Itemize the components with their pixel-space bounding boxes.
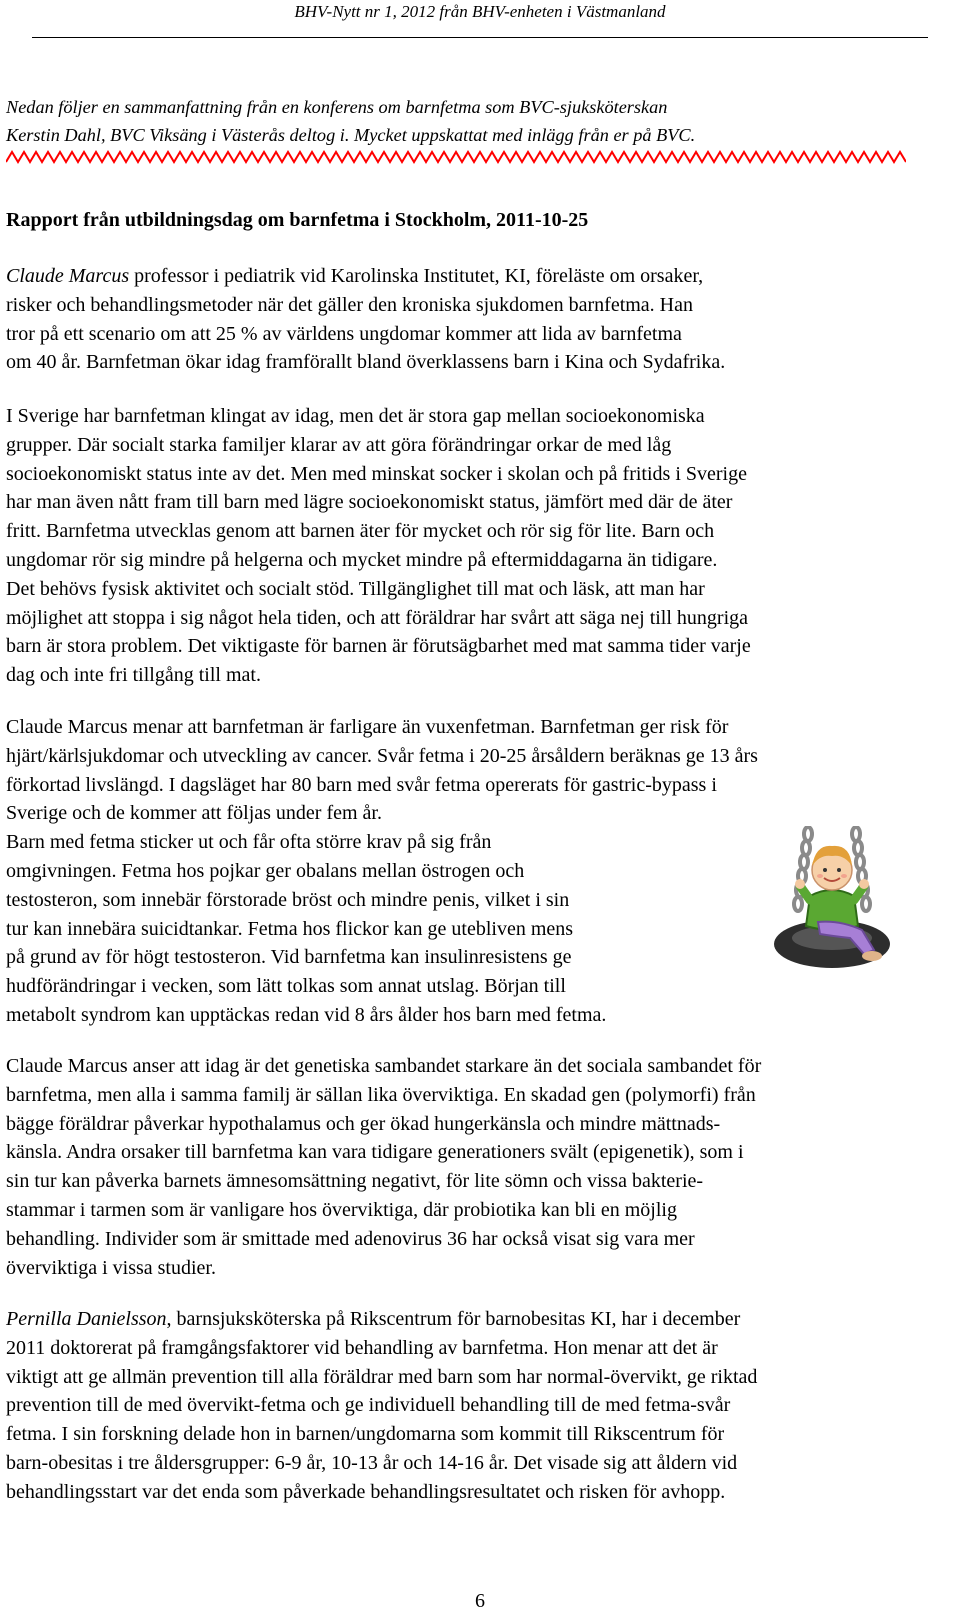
paragraph-line: I Sverige har barnfetman klingat av idag, men det är stora gap mellan socioekonomiska xyxy=(6,405,705,427)
paragraph-line: behandlingsstart var det enda som påverkade behandlingsresultatet och risken för avhopp. xyxy=(6,1480,726,1503)
paragraph-line: metabolt syndrom kan upptäckas redan vid 8 års ålder hos barn med fetma. xyxy=(6,1003,607,1026)
child-on-tire-swing-illustration xyxy=(770,826,900,974)
running-header: BHV-Nytt nr 1, 2012 från BHV-enheten i Västmanland xyxy=(294,2,666,21)
paragraph-line: omgivningen. Fetma hos pojkar ger obalans mellan östrogen och xyxy=(6,859,525,882)
paragraph-line: har man även nått fram till barn med lägre socioekonomiskt status, jämfört med där de äter xyxy=(6,491,733,514)
paragraph-line: viktigt att ge allmän prevention till alla föräldrar med barn som har normal-övervikt, ge riktad xyxy=(6,1365,758,1388)
paragraph-line: känsla. Andra orsaker till barnfetma kan vara tidigare generationers svält (epigenetik), som i xyxy=(6,1141,744,1164)
paragraph-line: förkortad livslängd. I dagsläget har 80 barn med svår fetma opererats för gastric-bypass i xyxy=(6,773,717,796)
paragraph-line: barn-obesitas i tre åldersgrupper: 6-9 år, 10-13 år och 14-16 år. Det visade sig att åldern vid xyxy=(6,1451,738,1474)
intro-line: Kerstin Dahl, BVC Viksäng i Västerås deltog i. Mycket uppskattat med inlägg från er på BVC. xyxy=(6,125,696,145)
paragraph-line: hjärt/kärlsjukdomar och utveckling av cancer. Svår fetma i 20-25 årsåldern beräknas ge 13 års xyxy=(6,744,758,767)
paragraph-line: Det behövs fysisk aktivitet och socialt stöd. Tillgänglighet till mat och läsk, att man har xyxy=(6,577,705,600)
paragraph-line: Barn med fetma sticker ut och får ofta större krav på sig från xyxy=(6,831,492,854)
paragraph-line: testosteron, som innebär förstorade bröst och mindre penis, vilket i sin xyxy=(6,888,570,911)
paragraph-line: Claude Marcus menar att barnfetman är farligare än vuxenfetman. Barnfetman ger risk för xyxy=(6,716,729,738)
paragraph-line: barnfetma, men alla i samma familj är sällan lika överviktiga. En skadad gen (polymorfi) från xyxy=(6,1083,756,1106)
paragraph-line: barn är stora problem. Det viktigaste för barnen är förutsägbarhet med mat samma tider varje xyxy=(6,635,751,658)
paragraph-pernilla-danielsson xyxy=(6,1305,936,1507)
paragraph-line: ungdomar rör sig mindre på helgerna och mycket mindre på eftermiddagarna än tidigare. xyxy=(6,548,718,571)
paragraph-line: Claude Marcus anser att idag är det genetiska sambandet starkare än det sociala sambandet för xyxy=(6,1055,762,1077)
paragraph-line: fritt. Barnfetma utvecklas genom att barnen äter för mycket och rör sig för lite. Barn och xyxy=(6,520,715,543)
paragraph-line xyxy=(6,1305,936,1334)
paragraph-line: dag och inte fri tillgång till mat. xyxy=(6,664,261,687)
intro-text xyxy=(6,93,936,149)
paragraph-line: bägge föräldrar påverkar hypothalamus och ger ökad hungerkänsla och mindre mättnads- xyxy=(6,1112,721,1135)
paragraph-line: tur kan innebära suicidtankar. Fetma hos flickor kan ge utebliven mens xyxy=(6,917,574,940)
page-number: 6 xyxy=(475,1590,485,1612)
header-rule xyxy=(32,37,928,38)
paragraph-line: överviktiga i vissa studier. xyxy=(6,1256,216,1279)
paragraph-line xyxy=(6,262,936,291)
paragraph-line: 2011 doktorerat på framgångsfaktorer vid behandling av barnfetma. Hon menar att det är xyxy=(6,1336,718,1359)
speaker-name: Pernilla Danielsson xyxy=(6,1308,167,1330)
paragraph-line: prevention till de med övervikt-fetma och ge individuell behandling till de med fetma-svår xyxy=(6,1394,731,1417)
paragraph-genetics xyxy=(6,1052,936,1282)
paragraph-line: om 40 år. Barnfetman ökar idag framförallt bland överklassens barn i Kina och Sydafrika. xyxy=(6,351,726,374)
paragraph-sweden xyxy=(6,402,936,690)
report-title: Rapport från utbildningsdag om barnfetma i Stockholm, 2011-10-25 xyxy=(6,209,589,231)
paragraph-line-text: , barnsjuksköterska på Rikscentrum för barnobesitas KI, har i december xyxy=(166,1308,741,1330)
paragraph-claude-marcus-intro xyxy=(6,262,936,377)
paragraph-line: Sverige och de kommer att följas under fem år. xyxy=(6,802,382,825)
paragraph-line-text: professor i pediatrik vid Karolinska Institutet, KI, föreläste om orsaker, xyxy=(129,265,704,287)
intro-line: Nedan följer en sammanfattning från en konferens om barnfetma som BVC-sjuksköterskan xyxy=(6,97,668,117)
paragraph-line: grupper. Där socialt starka familjer klarar av att göra förändringar orkar de med låg xyxy=(6,433,672,456)
paragraph-line: behandling. Individer som är smittade med adenovirus 36 har också visat sig vara mer xyxy=(6,1227,695,1250)
paragraph-line: socioekonomiskt status inte av det. Men med minskat socker i skolan och på fritids i Sverige xyxy=(6,462,747,485)
zigzag-divider xyxy=(6,150,906,164)
paragraph-line: risker och behandlingsmetoder när det gäller den kroniska sjukdomen barnfetma. Han xyxy=(6,293,694,316)
paragraph-line: sin tur kan påverka barnets ämnesomsättning negativt, för lite sömn och vissa bakterie- xyxy=(6,1170,704,1193)
paragraph-line: möjlighet att stoppa i sig något hela tiden, och att föräldrar har svårt att säga nej till hungriga xyxy=(6,606,749,629)
paragraph-line: tror på ett scenario om att 25 % av världens ungdomar kommer att lida av barnfetma xyxy=(6,322,682,345)
paragraph-line: på grund av för högt testosteron. Vid barnfetma kan insulinresistens ge xyxy=(6,946,572,969)
speaker-name: Claude Marcus xyxy=(6,265,130,287)
paragraph-line: fetma. I sin forskning delade hon in barnen/ungdomarna som kommit till Rikscentrum för xyxy=(6,1423,725,1446)
paragraph-line: hudförändringar i vecken, som lätt tolkas som annat utslag. Början till xyxy=(6,975,566,998)
paragraph-line: stammar i tarmen som är vanligare hos överviktiga, där probiotika kan bli en möjlig xyxy=(6,1198,677,1221)
